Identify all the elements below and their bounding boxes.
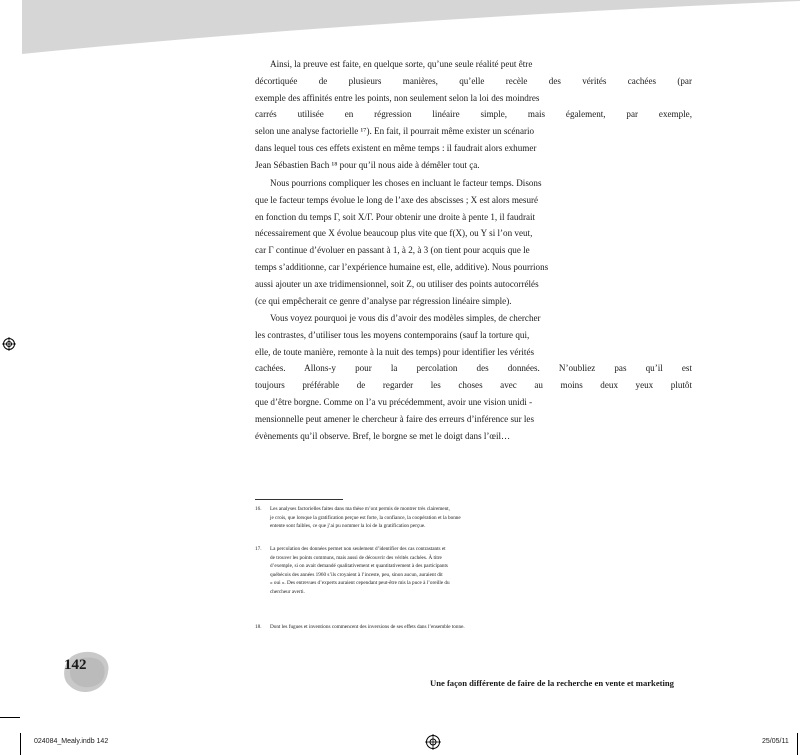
text-line: carrés utilisée en régression linéaire simple, mais également, par exemple, — [255, 109, 692, 120]
text-line: toujours préférable de regarder les choses avec au moins deux yeux plutôt — [255, 380, 692, 391]
crop-mark — [797, 733, 798, 755]
text-line: évènements qu’il observe. Bref, le borgne se met le doigt dans l’œil… — [255, 430, 511, 441]
text-line: en fonction du temps Γ, soit X/Γ. Pour obtenir une droite à pente 1, il faudrait — [255, 211, 536, 222]
text-line: que le facteur temps évolue le long de l’axe des abscisses ; X est alors mesuré — [255, 194, 539, 205]
slug-date: 25/05/11 — [762, 738, 789, 745]
footnote-line: québécois des années 1960 s’ils croyaient à l’inceste, peu, sinon aucun, auraient dit — [270, 571, 443, 578]
footnote-line: Les analyses factorielles faites dans ma thèse m’ont permis de montrer très clairement, — [270, 506, 450, 512]
text-line: décortiquée de plusieurs manières, qu’elle recèle des vérités cachées (par — [255, 75, 692, 86]
page-number: 142 — [64, 657, 87, 673]
text-line: Nous pourrions compliquer les choses en incluant le facteur temps. Disons — [270, 178, 542, 188]
text-line: Ainsi, la preuve est faite, en quelque sorte, qu’une seule réalité peut être — [270, 59, 533, 69]
footnote-number: 17. — [255, 546, 262, 552]
footnote-line: de trouver les points communs, mais aussi de découvrir des vérités cachées. À titre — [270, 554, 442, 561]
footnote-number: 16. — [255, 506, 262, 512]
crop-mark — [0, 717, 20, 718]
footnote-16 — [255, 505, 692, 531]
registration-mark-icon — [2, 337, 16, 351]
paragraph-1 — [255, 56, 692, 174]
slug-file-label: 024084_Mealy.indb 142 — [34, 738, 109, 745]
text-line: Vous voyez pourquoi je vous dis d’avoir des modèles simples, de chercher — [270, 313, 541, 323]
footnote-line: chercheur averti. — [270, 588, 305, 595]
text-line: dans lequel tous ces effets existent en même temps : il faudrait alors exhumer — [255, 142, 537, 153]
text-line: car Γ continue d’évoluer en passant à 1, à 2, à 3 (on tient pour acquis que le — [255, 245, 530, 256]
paragraph-3 — [255, 310, 692, 444]
paragraph-2 — [255, 175, 692, 309]
text-line: Jean Sébastien Bach ¹⁸ pour qu’il nous aide à démêler tout ça. — [255, 159, 480, 170]
text-line: temps s’additionne, car l’expérience humaine est, elle, additive). Nous pourrions — [255, 261, 549, 272]
footnote-line: La percolation des données permet non seulement d’identifier des cas contrastants et — [270, 546, 446, 552]
text-line: nécessairement que X évolue beaucoup plus vite que f(X), ou Y si l’on veut, — [255, 228, 533, 239]
text-line: cachées. Allons-y pour la percolation des données. N’oubliez pas qu’il est — [255, 363, 692, 374]
running-footer: Une façon différente de faire de la recherche en vente et marketing — [430, 678, 674, 688]
footnote-line: Dont les fugues et inventions commencent des inversions de ses effets dans l’ensemble tonne. — [270, 624, 465, 630]
footnote-17 — [255, 545, 692, 597]
text-line: exemple des affinités entre les points, non seulement selon la loi des moindres — [255, 92, 540, 103]
footnote-line: je crois, que lorsque la gratification perçue est forte, la confiance, la coopération et la bonne — [270, 514, 461, 521]
text-line: (ce qui empêcherait ce genre d’analyse par régression linéaire simple). — [255, 295, 512, 306]
text-line: aussi ajouter un axe tridimensionnel, soit Z, ou utiliser des points autocorrélés — [255, 278, 539, 289]
header-band — [22, 0, 800, 56]
crop-mark — [20, 733, 21, 755]
text-line: selon une analyse factorielle ¹⁷). En fait, il pourrait même exister un scénario — [255, 126, 535, 137]
footnote-line: d’exemple, si on avait demandé qualitativement et quantitativement à des participants — [270, 563, 448, 570]
text-line: elle, de toute manière, remonte à la nuit des temps) pour identifier les vérités — [255, 346, 535, 357]
footnote-line: entente sont faibles, ce que j’ai pu nommer la loi de la gratification perçue. — [270, 523, 426, 530]
footnote-18 — [255, 623, 692, 632]
registration-mark-icon — [425, 734, 441, 750]
text-line: les contrastes, d’utiliser tous les moyens contemporains (sauf la torture qui, — [255, 329, 530, 340]
footnote-number: 18. — [255, 624, 262, 630]
text-line: que d’être borgne. Comme on l’a vu précédemment, avoir une vision unidi - — [255, 396, 533, 407]
footnote-rule — [255, 499, 343, 500]
text-line: mensionnelle peut amener le chercheur à faire des erreurs d’inférence sur les — [255, 413, 534, 424]
footnote-line: « oui ». Des entrevues d’experts auraient cependant peut-être mis la puce à l’oreille du — [270, 580, 450, 587]
